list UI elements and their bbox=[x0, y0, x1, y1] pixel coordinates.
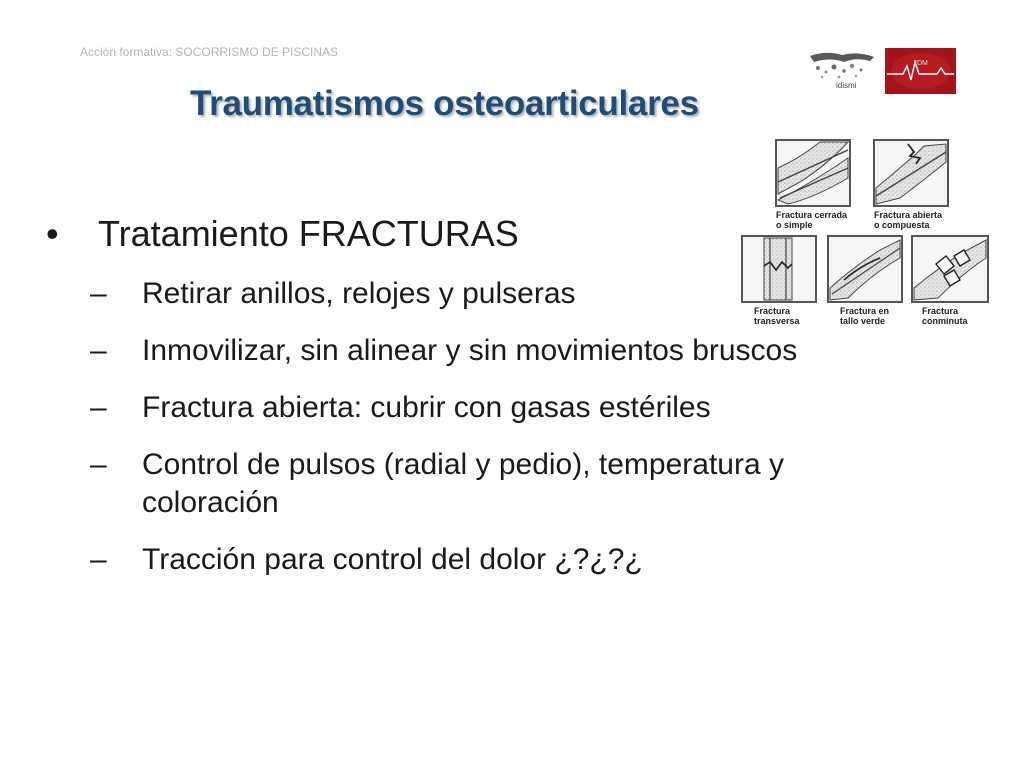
transverse-fracture-panel bbox=[742, 236, 816, 302]
course-note: Acción formativa: SOCORRISMO DE PISCINAS bbox=[80, 45, 339, 59]
list-item bbox=[90, 541, 850, 579]
dash-marker: – bbox=[90, 334, 107, 367]
open-fracture-panel bbox=[874, 140, 948, 206]
list-item-text: Fractura abierta: cubrir con gasas estériles bbox=[142, 391, 711, 424]
caption-line: Fractura bbox=[754, 306, 791, 316]
list-item-text: Retirar anillos, relojes y pulseras bbox=[142, 277, 576, 310]
dash-marker: – bbox=[90, 391, 107, 424]
caption-line: Fractura cerrada bbox=[776, 210, 848, 220]
closed-fracture-caption bbox=[776, 210, 847, 230]
list-item-text: Control de pulsos (radial y pedio), temperatura y coloración bbox=[142, 448, 784, 519]
list-item-text: Tracción para control del dolor ¿?¿?¿ bbox=[142, 543, 643, 576]
caption-line: tallo verde bbox=[840, 316, 886, 326]
list-item-text: Inmovilizar, sin alinear y sin movimientos bruscos bbox=[142, 334, 798, 367]
caption-line: Fractura abierta bbox=[874, 210, 943, 220]
caption-line: Fractura en bbox=[840, 306, 890, 316]
list-item bbox=[90, 446, 850, 522]
bullet-marker: • bbox=[46, 213, 59, 254]
open-fracture-caption bbox=[874, 210, 942, 230]
logos bbox=[806, 48, 958, 96]
main-bullet bbox=[46, 213, 519, 255]
caption-line: o simple bbox=[776, 220, 813, 230]
idismi-logo-label: idismi bbox=[836, 81, 857, 90]
list-item bbox=[90, 332, 850, 370]
comminuted-fracture-caption bbox=[922, 306, 968, 326]
caption-line: transversa bbox=[754, 316, 800, 326]
heartbeat-icon bbox=[885, 48, 956, 94]
transverse-fracture-caption bbox=[754, 306, 800, 326]
idm-logo-label: IDM bbox=[915, 60, 928, 67]
greenstick-fracture-panel bbox=[828, 236, 902, 302]
fracture-diagram-graphic bbox=[740, 138, 992, 330]
dash-marker: – bbox=[90, 543, 107, 576]
greenstick-fracture-caption bbox=[840, 306, 889, 326]
idismi-logo bbox=[806, 48, 876, 92]
fracture-types-illustration bbox=[740, 138, 992, 330]
idm-logo bbox=[885, 48, 956, 94]
dash-marker: – bbox=[90, 277, 107, 310]
dash-marker: – bbox=[90, 448, 107, 481]
main-bullet-text: Tratamiento FRACTURAS bbox=[98, 213, 519, 254]
caption-line: o compuesta bbox=[874, 220, 930, 230]
list-item bbox=[90, 275, 850, 313]
closed-fracture-panel bbox=[776, 140, 850, 206]
caption-line: Fractura bbox=[922, 306, 959, 316]
sub-bullet-list bbox=[90, 275, 850, 598]
caption-line: conminuta bbox=[922, 316, 968, 326]
slide-title: Traumatismos osteoarticulares bbox=[190, 84, 699, 123]
comminuted-fracture-panel bbox=[912, 236, 988, 302]
list-item bbox=[90, 389, 850, 427]
